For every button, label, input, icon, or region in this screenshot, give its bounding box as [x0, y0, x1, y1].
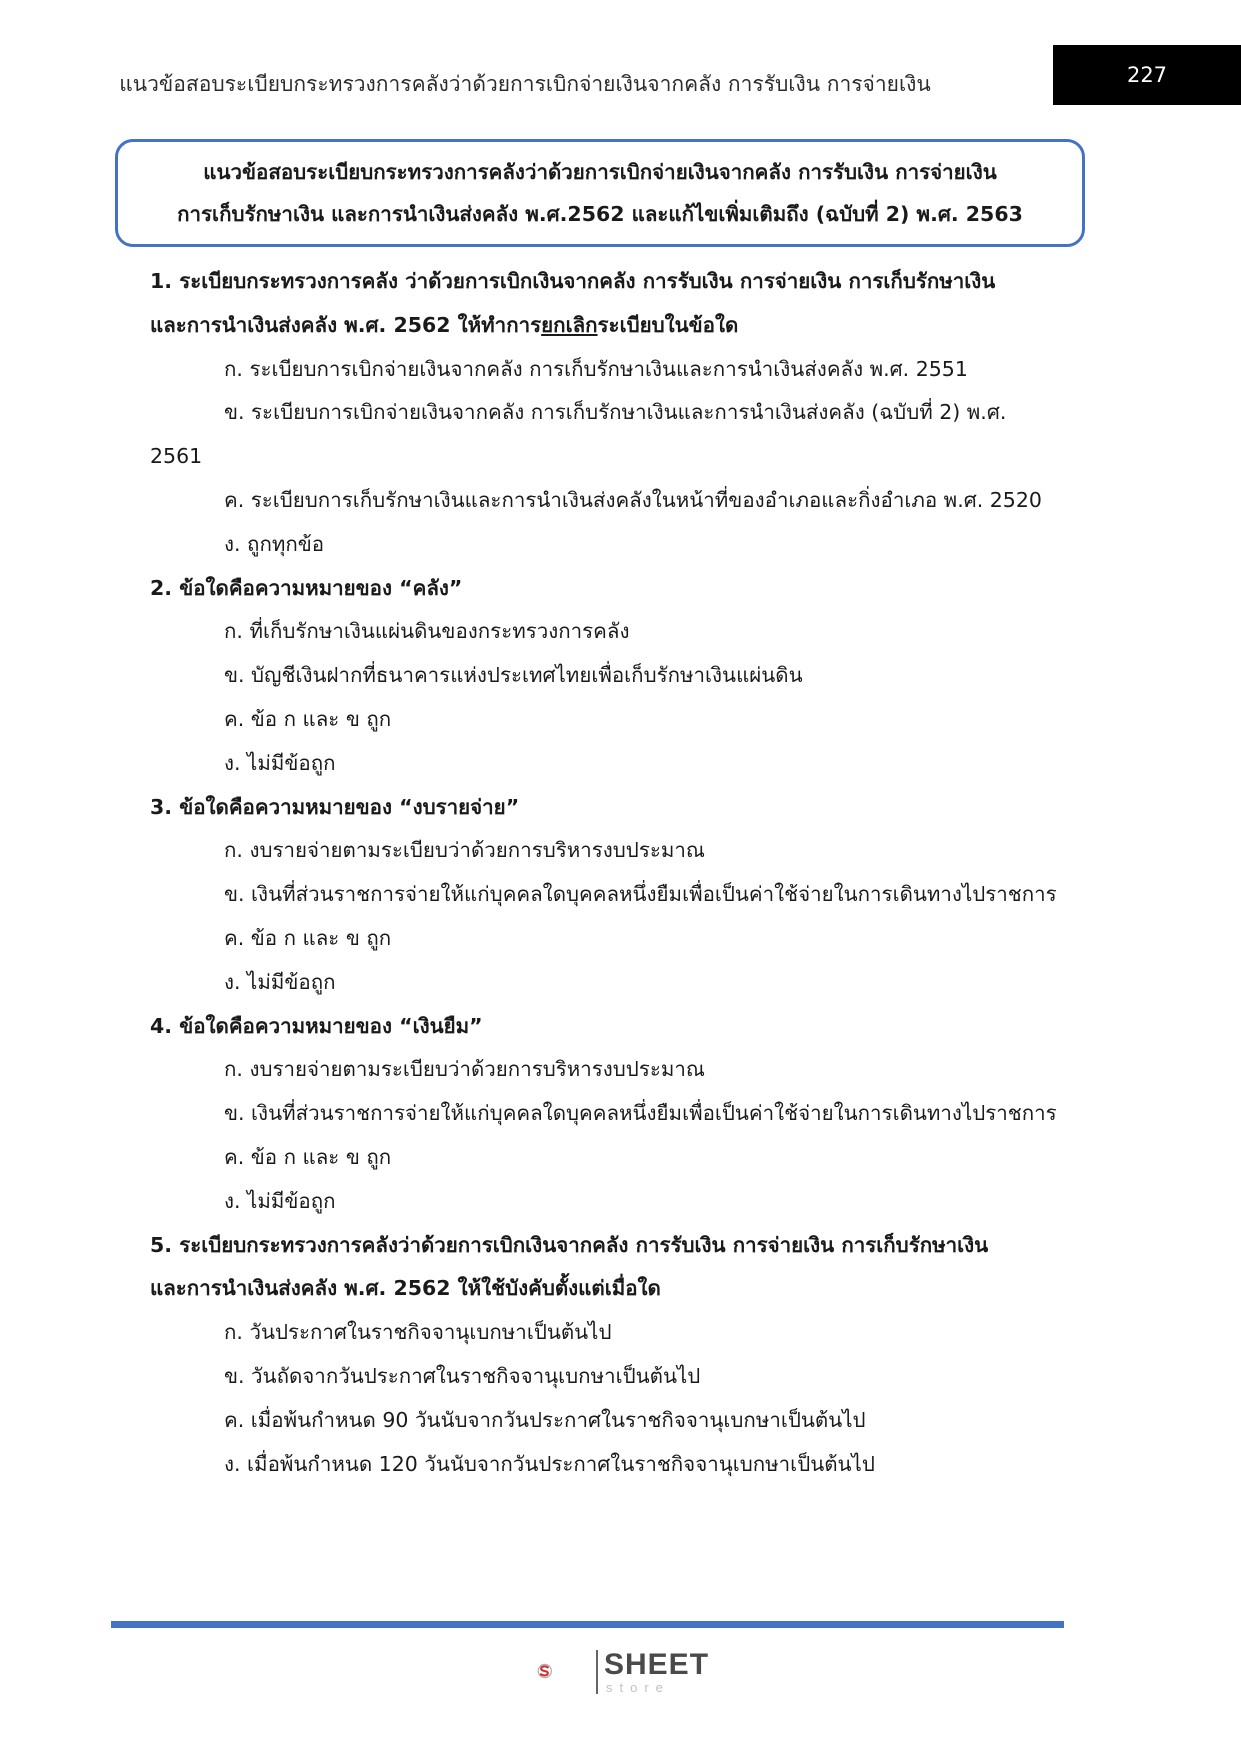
question-3-option-d: ง. ไม่มีข้อถูก	[224, 969, 336, 994]
question-1-option-a: ก. ระเบียบการเบิกจ่ายเงินจากคลัง การเก็บรักษาเงินและการนำเงินส่งคลัง พ.ศ. 2551	[224, 356, 968, 381]
question-2-option-c: ค. ข้อ ก และ ข ถูก	[224, 706, 392, 731]
footer-rule	[111, 1621, 1064, 1628]
document-title-box	[115, 139, 1085, 247]
running-header: แนวข้อสอบระเบียบกระทรวงการคลังว่าด้วยการเบิกจ่ายเงินจากคลัง การรับเงิน การจ่ายเงิน	[119, 71, 931, 96]
question-1-text-b: ระเบียบในข้อใด	[597, 312, 739, 337]
question-1-option-d: ง. ถูกทุกข้อ	[224, 531, 325, 556]
question-1-underlined-word: ยกเลิก	[541, 312, 598, 337]
question-5-option-b: ข. วันถัดจากวันประกาศในราชกิจจานุเบกษาเป็นต้นไป	[224, 1363, 701, 1388]
question-4: 4. ข้อใดคือความหมายของ “เงินยืม”	[150, 1013, 483, 1038]
question-1-line-1: 1. ระเบียบกระทรวงการคลัง ว่าด้วยการเบิกเงินจากคลัง การรับเงิน การจ่ายเงิน การเก็บรักษาเงิน	[150, 269, 996, 293]
logo-subtext: store	[606, 1680, 670, 1695]
page-number: 227	[1053, 45, 1241, 105]
question-2-option-d: ง. ไม่มีข้อถูก	[224, 750, 336, 775]
question-5-option-d: ง. เมื่อพ้นกำหนด 120 วันนับจากวันประกาศในราชกิจจานุเบกษาเป็นต้นไป	[224, 1451, 875, 1476]
question-4-option-a: ก. งบรายจ่ายตามระเบียบว่าด้วยการบริหารงบประมาณ	[224, 1057, 705, 1082]
logo-wordmark: SHEET	[604, 1648, 710, 1681]
question-list	[150, 260, 1080, 1486]
question-2-option-a: ก. ที่เก็บรักษาเงินแผ่นดินของกระทรวงการคลัง	[224, 619, 630, 644]
question-4-option-b: ข. เงินที่ส่วนราชการจ่ายให้แก่บุคคลใดบุคคลหนึ่งยืมเพื่อเป็นค่าใช้จ่ายในการเดินทางไปราชการ	[224, 1101, 1057, 1126]
question-2: 2. ข้อใดคือความหมายของ “คลัง”	[150, 575, 463, 600]
question-5-option-c: ค. เมื่อพ้นกำหนด 90 วันนับจากวันประกาศในราชกิจจานุเบกษาเป็นต้นไป	[224, 1407, 866, 1432]
question-5-option-a: ก. วันประกาศในราชกิจจานุเบกษาเป็นต้นไป	[224, 1320, 612, 1345]
title-line-2: การเก็บรักษาเงิน และการนำเงินส่งคลัง พ.ศ.2562 และแก้ไขเพิ่มเติมถึง (ฉบับที่ 2) พ.ศ. 2563	[177, 202, 1023, 226]
question-3-option-c: ค. ข้อ ก และ ข ถูก	[224, 925, 392, 950]
logo-separator	[596, 1650, 598, 1694]
question-2-option-b: ข. บัญชีเงินฝากที่ธนาคารแห่งประเทศไทยเพื่อเก็บรักษาเงินแผ่นดิน	[224, 663, 803, 688]
question-3-option-a: ก. งบรายจ่ายตามระเบียบว่าด้วยการบริหารงบประมาณ	[224, 838, 705, 863]
question-5-line-1: 5. ระเบียบกระทรวงการคลังว่าด้วยการเบิกเงินจากคลัง การรับเงิน การจ่ายเงิน การเก็บรักษาเงิน	[150, 1232, 989, 1257]
question-1-option-c: ค. ระเบียบการเก็บรักษาเงินและการนำเงินส่งคลังในหน้าที่ของอำเภอและกิ่งอำเภอ พ.ศ. 2520	[224, 487, 1042, 512]
question-1-option-b-continuation: 2561	[150, 444, 203, 469]
question-1-text-a: และการนำเงินส่งคลัง พ.ศ. 2562 ให้ทำการ	[150, 312, 542, 337]
title-line-1: แนวข้อสอบระเบียบกระทรวงการคลังว่าด้วยการเบิกจ่ายเงินจากคลัง การรับเงิน การจ่ายเงิน	[203, 160, 997, 184]
question-1-option-b: ข. ระเบียบการเบิกจ่ายเงินจากคลัง การเก็บรักษาเงินและการนำเงินส่งคลัง (ฉบับที่ 2) พ.ศ.	[224, 400, 1007, 425]
question-1-line-2	[150, 304, 1080, 348]
question-4-option-c: ค. ข้อ ก และ ข ถูก	[224, 1144, 392, 1169]
sheet-store-logo-icon	[537, 1645, 597, 1697]
question-3-option-b: ข. เงินที่ส่วนราชการจ่ายให้แก่บุคคลใดบุคคลหนึ่งยืมเพื่อเป็นค่าใช้จ่ายในการเดินทางไปราชการ	[224, 882, 1057, 907]
question-5-line-2: และการนำเงินส่งคลัง พ.ศ. 2562 ให้ใช้บังคับตั้งแต่เมื่อใด	[150, 1276, 661, 1301]
question-3: 3. ข้อใดคือความหมายของ “งบรายจ่าย”	[150, 794, 520, 819]
question-4-option-d: ง. ไม่มีข้อถูก	[224, 1188, 336, 1213]
